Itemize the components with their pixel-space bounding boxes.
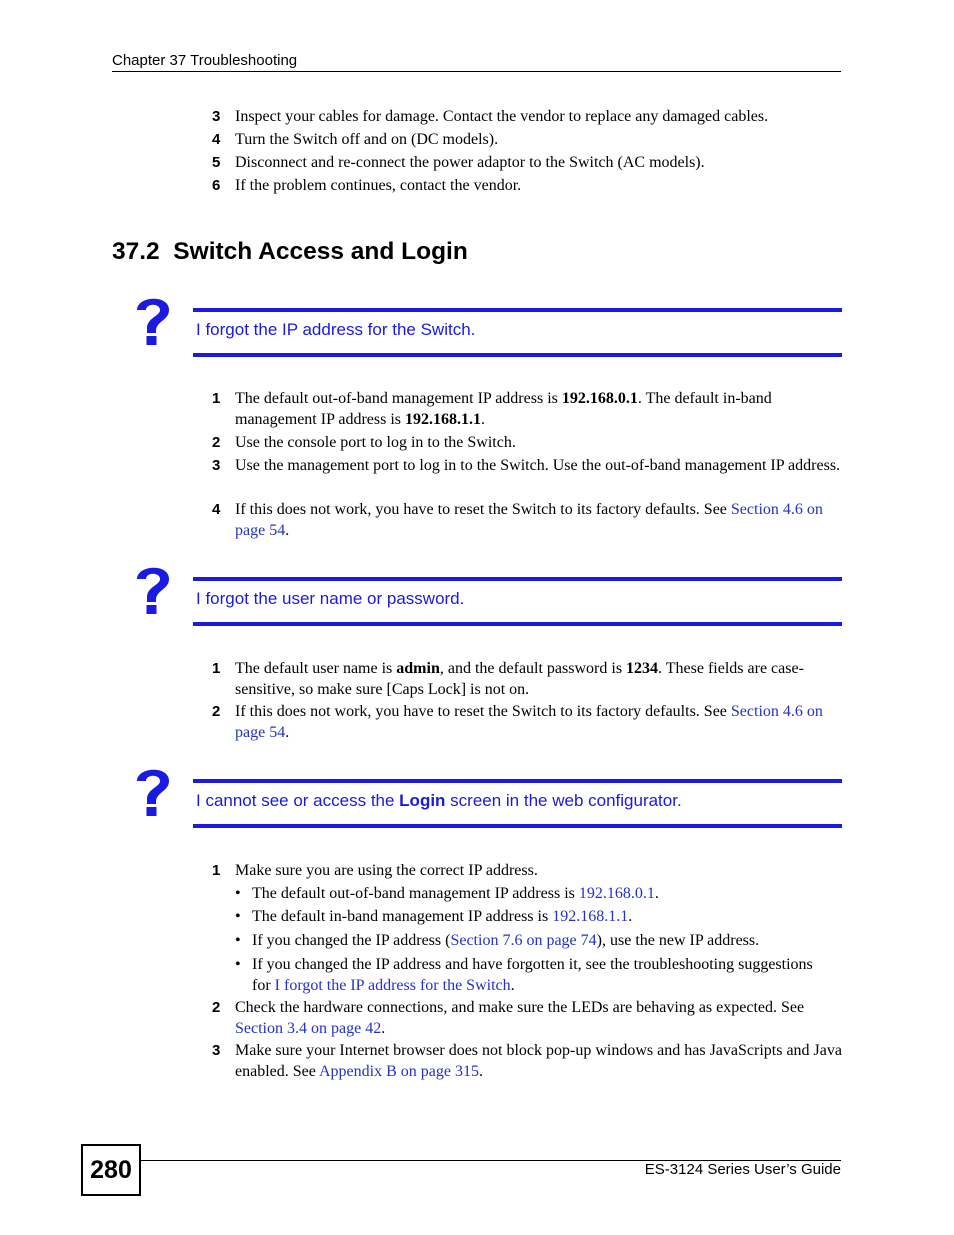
list-item	[212, 861, 842, 882]
question-top-bar	[193, 308, 842, 312]
step-text: The default user name is admin, and the default password is 1234. These fields are case-sensitive, so make sure [Caps Lock] is not on.	[235, 660, 804, 698]
step-number: 2	[212, 999, 221, 1016]
step-text: Check the hardware connections, and make sure the LEDs are behaving as expected. See Section 3.4 on page 42.	[235, 999, 805, 1037]
list-item	[212, 500, 842, 541]
list-item	[212, 176, 842, 197]
section-link[interactable]: Section 4.6 on page 54	[235, 703, 823, 741]
step-number: 2	[212, 434, 221, 451]
section-title: 37.2 Switch Access and Login	[112, 238, 468, 265]
list-item	[212, 130, 842, 151]
bullet-icon: •	[235, 956, 241, 973]
appendix-link[interactable]: Appendix B on page 315	[318, 1062, 479, 1080]
bullet-text: If you changed the IP address and have forgotten it, see the troubleshooting suggestions for I forgot the IP address for the Switch.	[252, 956, 813, 994]
step-number: 4	[212, 131, 221, 148]
question-top-bar	[193, 779, 842, 783]
step-text: Make sure your Internet browser does not block pop-up windows and has JavaScripts and Java enabled. See Appendix B on page 315.	[235, 1042, 842, 1080]
question-title: I cannot see or access the Login screen in the web configurator.	[196, 791, 682, 810]
bullet-item	[235, 931, 835, 952]
section-link[interactable]: Section 4.6 on page 54	[235, 501, 823, 539]
header-divider	[112, 71, 841, 72]
list-item	[212, 702, 842, 743]
step-number: 4	[212, 501, 221, 518]
step-number: 3	[212, 1042, 221, 1059]
question-bottom-bar	[193, 824, 842, 828]
step-text: If the problem continues, contact the vendor.	[235, 177, 522, 194]
list-item	[212, 998, 842, 1039]
step-number: 6	[212, 177, 221, 194]
ip-link[interactable]: 192.168.1.1	[552, 908, 629, 925]
step-number: 2	[212, 703, 221, 720]
step-text: Inspect your cables for damage. Contact the vendor to replace any damaged cables.	[235, 108, 769, 125]
question-bottom-bar	[193, 622, 842, 626]
bullet-icon: •	[235, 908, 241, 925]
section-link[interactable]: Section 3.4 on page 42	[235, 1019, 382, 1037]
bullet-text: The default in-band management IP address is 192.168.1.1.	[252, 908, 633, 925]
step-number: 3	[212, 457, 221, 474]
question-title: I forgot the IP address for the Switch.	[196, 320, 476, 339]
bullet-item	[235, 907, 835, 928]
list-item	[212, 456, 842, 477]
chapter-header: Chapter 37 Troubleshooting	[112, 52, 298, 69]
list-item	[212, 389, 842, 430]
bullet-icon: •	[235, 885, 241, 902]
question-mark-icon	[131, 763, 175, 823]
ip-link[interactable]: 192.168.0.1	[578, 885, 655, 902]
step-text: If this does not work, you have to reset the Switch to its factory defaults. See Section 4.6 on page 54.	[235, 501, 823, 539]
list-item	[212, 1041, 842, 1082]
step-number: 1	[212, 660, 221, 677]
list-item	[212, 659, 842, 700]
step-number: 1	[212, 390, 221, 407]
question-mark-icon	[131, 561, 175, 621]
bullet-item	[235, 955, 835, 996]
bullet-icon: •	[235, 932, 241, 949]
question-link[interactable]: I forgot the IP address for the Switch	[274, 976, 511, 994]
question-bottom-bar	[193, 353, 842, 357]
step-text: If this does not work, you have to reset the Switch to its factory defaults. See Section 4.6 on page 54.	[235, 703, 823, 741]
step-text: Make sure you are using the correct IP address.	[235, 862, 538, 879]
question-mark-icon	[131, 292, 175, 352]
step-text: Turn the Switch off and on (DC models).	[235, 131, 499, 148]
bullet-item	[235, 884, 835, 905]
list-item	[212, 107, 842, 128]
step-number: 5	[212, 154, 221, 171]
step-number: 1	[212, 862, 221, 879]
guide-title: ES-3124 Series User’s Guide	[644, 1161, 841, 1178]
step-text: Use the management port to log in to the Switch. Use the out-of-band management IP address.	[235, 457, 841, 474]
list-item	[212, 153, 842, 174]
bullet-text: If you changed the IP address (Section 7.6 on page 74), use the new IP address.	[252, 932, 760, 949]
section-link[interactable]: Section 7.6 on page 74	[450, 932, 597, 949]
step-text: The default out-of-band management IP address is 192.168.0.1. The default in-band management IP address is 192.168.1.1.	[235, 390, 772, 428]
step-number: 3	[212, 108, 221, 125]
question-title: I forgot the user name or password.	[196, 589, 465, 608]
page-number: 280	[81, 1144, 141, 1196]
bullet-text: The default out-of-band management IP address is 192.168.0.1.	[252, 885, 659, 902]
question-top-bar	[193, 577, 842, 581]
step-text: Use the console port to log in to the Switch.	[235, 434, 516, 451]
step-text: Disconnect and re-connect the power adaptor to the Switch (AC models).	[235, 154, 705, 171]
list-item	[212, 433, 842, 454]
